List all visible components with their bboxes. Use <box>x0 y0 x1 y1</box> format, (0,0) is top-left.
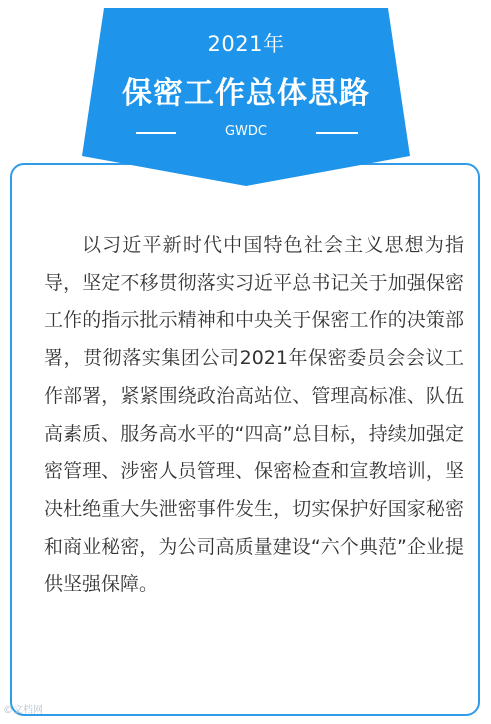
divider-right <box>316 132 358 134</box>
banner-title: 保密工作总体思路 <box>122 76 370 111</box>
header-banner <box>82 0 410 186</box>
banner-subtitle: GWDC <box>224 124 267 139</box>
watermark: ©文档网 <box>3 705 43 716</box>
banner-year: 2021年 <box>207 32 285 56</box>
body-paragraph: 以习近平新时代中国特色社会主义思想为指导，坚定不移贯彻落实习近平总书记关于加强保密工作的指示批示精神和中央关于保密工作的决策部署，贯彻落实集团公司2021年保密委员会会议工作部署，紧紧围绕政治高站位、管理高标准、队伍高素质、服务高水平的“四高”总目标，持续加强定密管理、涉密人员管理、保密检查和宣教培训，坚决杜绝重大失泄密事件发生，切实保护好国家秘密和商业秘密，为公司高质量建设“六个典范”企业提供坚强保障。 <box>44 234 464 596</box>
